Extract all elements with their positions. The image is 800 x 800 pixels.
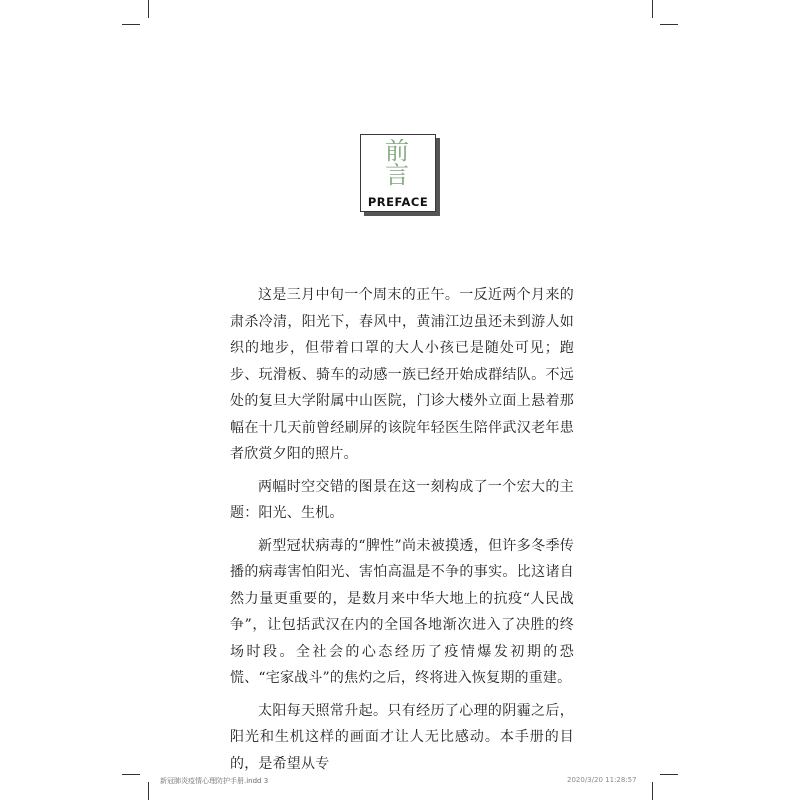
paragraph: 两幅时空交错的图景在这一刻构成了一个宏大的主题：阳光、生机。 [230,478,574,521]
crop-mark [660,24,678,25]
heading-box [360,134,436,212]
paragraph: 这是三月中旬一个周末的正午。一反近两个月来的肃杀冷清，阳光下，春风中，黄浦江边虽还未到游人如织的地步，但带着口罩的大人小孩已是随处可见；跑步、玩滑板、骑车的动感一族已经开始成群结队。不远处的复旦大学附属中山医院，门诊大楼外立面上悬着那幅在十几天前曾经刷屏的该院年轻医生陪伴武汉老年患者欣赏夕阳的照片。 [230,287,574,462]
heading-char-bottom: 言 [385,161,411,189]
crop-mark [660,774,678,775]
heading-char-top: 前 [385,137,411,165]
crop-mark [148,0,149,18]
crop-mark [122,774,140,775]
heading-chinese [361,139,435,187]
heading-english: PREFACE [367,195,429,209]
crop-mark [652,0,653,18]
print-slug-filename: 新冠肺炎疫情心理防护手册.indd 3 [160,777,269,785]
print-slug-timestamp: 2020/3/20 11:28:57 [567,776,637,784]
preface-body [230,282,574,783]
crop-mark [148,782,149,800]
crop-mark [122,24,140,25]
paragraph: 新型冠状病毒的“脾性”尚未被摸透，但许多冬季传播的病毒害怕阳光、害怕高温是不争的事实。比这诸自然力量更重要的，是数月来中华大地上的抗疫“人民战争”，让包括武汉在内的全国各地渐次进入了决胜的终场时段。全社会的心态经历了疫情爆发初期的恐慌、“宅家战斗”的焦灼之后，终将进入恢复期的重建。 [230,537,574,686]
paragraph: 太阳每天照常升起。只有经历了心理的阴霾之后，阳光和生机这样的画面才让人无比感动。本手册的目的，是希望从专 [230,702,574,772]
crop-mark [652,782,653,800]
